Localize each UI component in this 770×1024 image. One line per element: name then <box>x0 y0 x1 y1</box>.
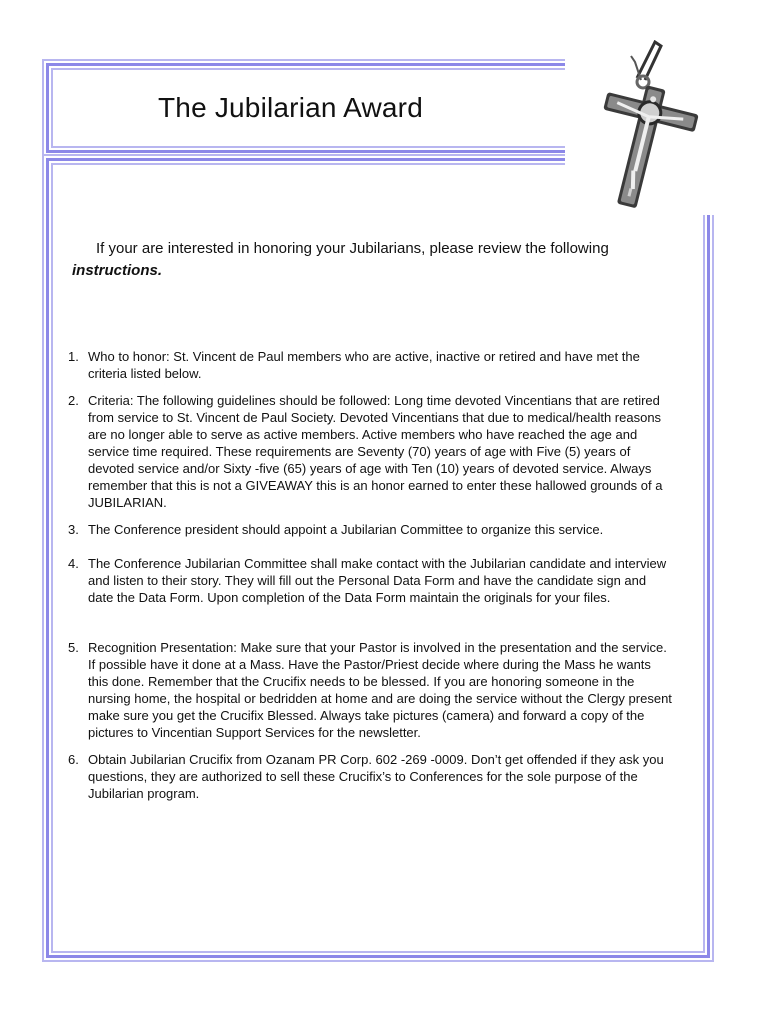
list-item-text: Recognition Presentation: Make sure that your Pastor is involved in the presentation and the service. If possible have it done at a Mass. Have the Pastor/Priest decide where during the Mass he wants this done. Remember that the Crucifix needs to be blessed. If you are honoring someone in the nursing home, the hospital or bedridden at home and are doing the service without the Clergy present make sure you get the Crucifix Blessed. Always take pictures (camera) and forward a copy of the pictures to Vincentian Support Services for the newsletter. <box>88 640 672 740</box>
list-item-number: 3. <box>68 522 79 537</box>
intro-paragraph <box>72 238 672 282</box>
list-item <box>62 639 672 741</box>
list-item <box>62 348 672 382</box>
page-title: The Jubilarian Award <box>158 92 423 123</box>
list-item-number: 6. <box>68 752 79 767</box>
crucifix-icon <box>565 40 725 215</box>
list-item-text: Obtain Jubilarian Crucifix from Ozanam PR Corp. 602 -269 -0009. Don’t get offended if they ask you questions, they are authorized to sell these Crucifix’s to Conferences for the sole purpose of the Jubilarian program. <box>88 752 664 801</box>
list-item <box>62 521 672 538</box>
list-item-text: Criteria: The following guidelines should be followed: Long time devoted Vincentians that are retired from service to St. Vincent de Paul Society. Devoted Vincentians that due to medical/health reasons are no longer able to serve as active members. Active members who have reached the age and service time required. These requirements are Seventy (70) years of age with Five (5) years of devoted service and/or Sixty -five (65) years of age with Ten (10) years of devoted service. Always remember that this is not a GIVEAWAY this is an honor earned to enter these hallowed grounds of a JUBILARIAN. <box>88 393 663 510</box>
list-item-number: 5. <box>68 640 79 655</box>
list-item-text: The Conference Jubilarian Committee shall make contact with the Jubilarian candidate and interview and listen to their story. They will fill out the Personal Data Form and have the candidate sign and date the Data Form. Upon completion of the Data Form maintain the originals for your files. <box>88 556 667 605</box>
list-item <box>62 555 672 606</box>
list-item <box>62 392 672 511</box>
list-item-number: 4. <box>68 556 79 571</box>
list-item-text: The Conference president should appoint a Jubilarian Committee to organize this service. <box>88 522 604 537</box>
instructions-list <box>62 348 672 802</box>
list-item-text: Who to honor: St. Vincent de Paul members who are active, inactive or retired and have met the criteria listed below. <box>88 349 640 381</box>
intro-emphasis: instructions. <box>72 262 163 279</box>
intro-text: If your are interested in honoring your Jubilarians, please review the following <box>96 240 609 257</box>
list-item-number: 2. <box>68 393 79 408</box>
list-item-number: 1. <box>68 349 79 364</box>
list-item <box>62 751 672 802</box>
